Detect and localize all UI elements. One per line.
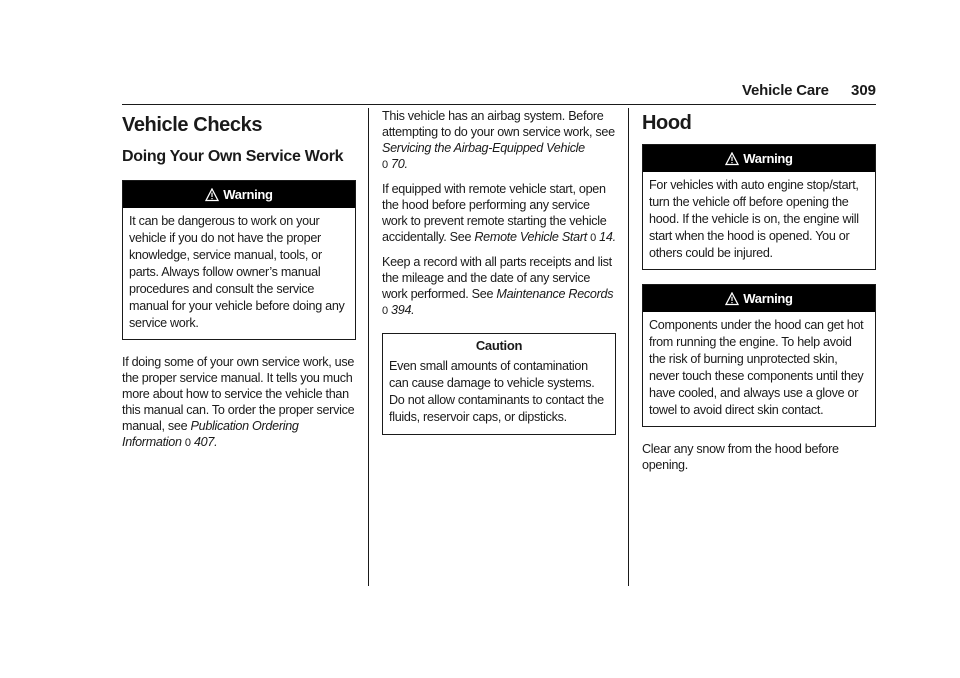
page-header (0, 82, 960, 106)
warning-header (643, 285, 875, 312)
warning-label: Warning (743, 151, 793, 166)
warning-label: Warning (223, 187, 273, 202)
reference-page[interactable]: 394 (391, 303, 412, 317)
paragraph: This vehicle has an airbag system. Before attempting to do your own service work, see Servicing the Airbag-Equipped Vehicle 0 70. (382, 109, 615, 171)
paragraph: If equipped with remote vehicle start, open the hood before performing any service work to prevent remote starting the vehicle accidentally. See Remote Vehicle Start 0 14. (382, 182, 616, 244)
subsection-title: Doing Your Own Service Work (122, 148, 344, 165)
warning-text: It can be dangerous to work on your vehicle if you do not have the proper knowledge, service manual, tools, or parts. Always follow owner’s manual procedures and consult the service manual for your vehicle before doing any service work. (129, 214, 345, 330)
paragraph: If doing some of your own service work, use the proper service manual. It tells you much more about how to service the vehicle than this manual can. To order the proper service manual, see Publication Ordering Information 0 407. (122, 355, 355, 449)
warning-triangle-icon (725, 292, 739, 306)
page-reference-icon: 0 (382, 305, 388, 317)
paragraph: Clear any snow from the hood before opening. (642, 442, 839, 472)
running-title: Vehicle Care (742, 82, 829, 99)
section-title: Hood (642, 112, 692, 134)
paragraph: Keep a record with all parts receipts and list the mileage and the date of any service work performed. See Maintenance Records 0 394. (382, 255, 614, 317)
cross-reference-link[interactable]: Servicing the Airbag-Equipped Vehicle (382, 141, 585, 155)
reference-page[interactable]: 407 (193, 435, 215, 449)
paragraph-text: If doing some of your own service work, use the proper service manual. It tells you much more about how to service the vehicle than this manual can. To order the proper service manual, see (122, 355, 355, 433)
header-rule (122, 104, 876, 105)
warning-box (642, 144, 876, 270)
paragraph-text: Keep a record with all parts receipts and list the mileage and the date of any service work performed. See (382, 255, 612, 301)
page-number: 309 (851, 82, 877, 99)
warning-header (643, 145, 875, 172)
paragraph-text: This vehicle has an airbag system. Before attempting to do your own service work, see (382, 109, 615, 139)
column-1 (122, 108, 356, 459)
warning-box (122, 180, 356, 340)
reference-page[interactable]: 14 (599, 230, 613, 244)
column-divider (368, 108, 369, 586)
warning-header (123, 181, 355, 208)
warning-box (642, 284, 876, 427)
caution-text: Even small amounts of contamination can cause damage to vehicle systems. Do not allow contaminants to contact the fluids, reservoir caps, or dipsticks. (389, 359, 604, 424)
cross-reference-link[interactable]: Publication Ordering Information (122, 419, 299, 449)
warning-text: For vehicles with auto engine stop/start, turn the vehicle off before opening the hood. If the vehicle is on, the engine will start when the hood is opened. You or others could be injured. (649, 178, 859, 260)
warning-triangle-icon (725, 152, 739, 166)
column-3 (642, 108, 876, 481)
reference-page[interactable]: 70 (391, 157, 405, 171)
column-divider (628, 108, 629, 586)
page-reference-icon: 0 (184, 437, 191, 449)
cross-reference-link[interactable]: Remote Vehicle Start (474, 230, 587, 244)
section-title: Vehicle Checks (122, 114, 263, 136)
column-2 (382, 108, 616, 449)
page-reference-icon: 0 (382, 159, 388, 171)
cross-reference-link[interactable]: Maintenance Records (496, 287, 614, 301)
caution-box (382, 333, 616, 435)
page-reference-icon: 0 (590, 232, 596, 244)
warning-label: Warning (743, 291, 793, 306)
warning-text: Components under the hood can get hot from running the engine. To help avoid the risk of burning unprotected skin, never touch these components until they have cooled, and always use a glove or towel to avoid direct skin contact. (649, 318, 864, 417)
warning-triangle-icon (205, 188, 219, 202)
paragraph-text: If equipped with remote vehicle start, open the hood before performing any service work to prevent remote starting the vehicle accidentally. See (382, 182, 607, 244)
caution-label: Caution (475, 338, 523, 353)
